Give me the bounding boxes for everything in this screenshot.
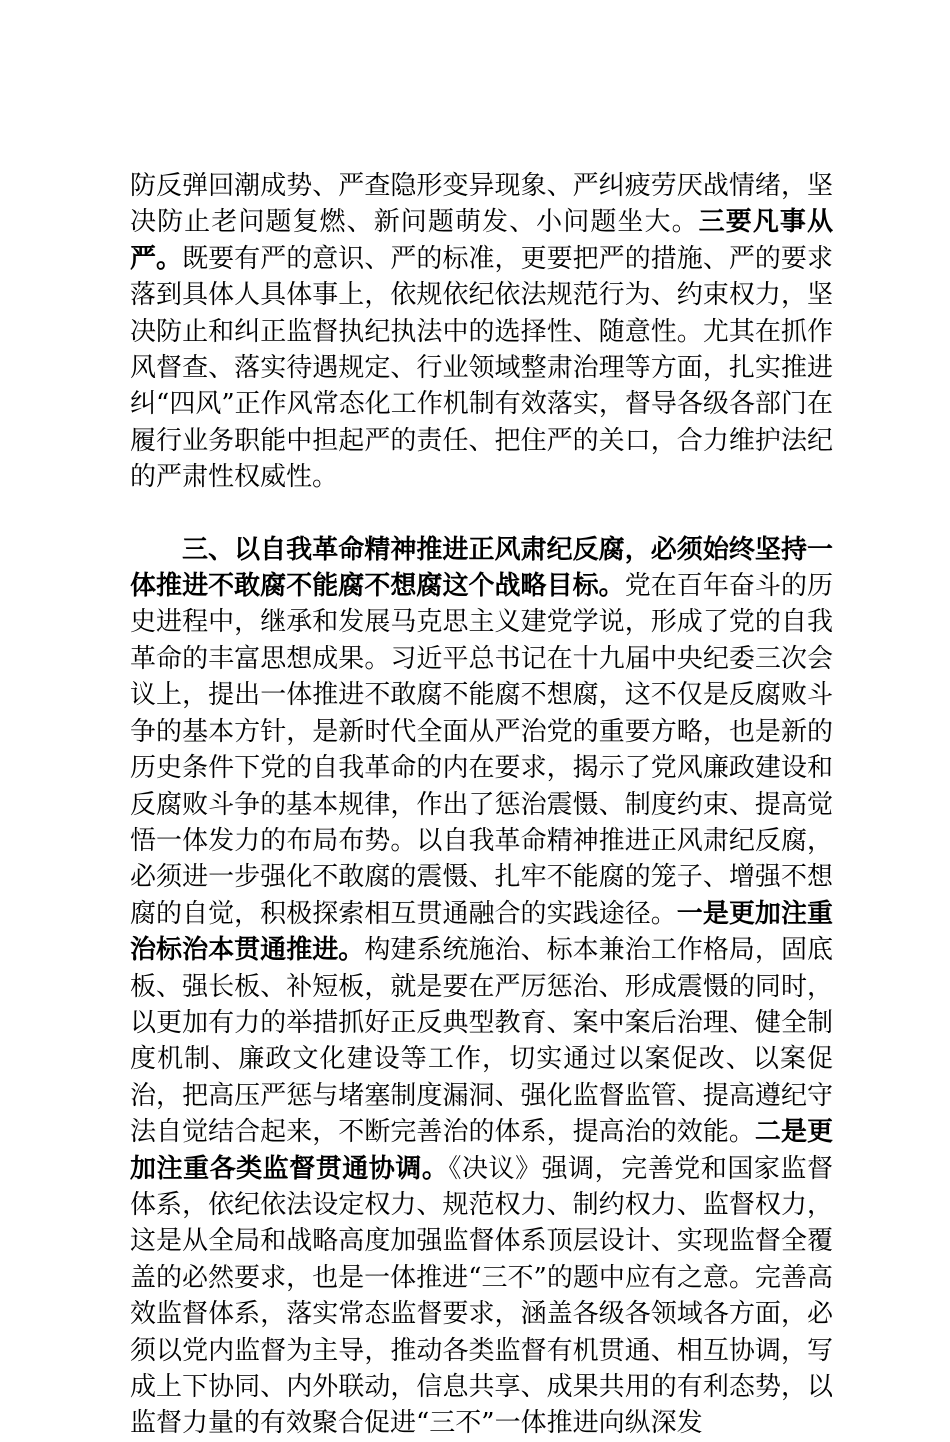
text-run: 防反弹回潮成势、严查隐形变异现象、严纠疲劳厌战情绪，坚决防止老问题复燃、新问题萌发、小问题坐大。 — [130, 171, 833, 238]
text-run: 既要有严的意识、严的标准，更要把严的措施、严的要求落到具体人具体事上，依规依纪依法规范行为、约束权力，坚决防止和纠正监督执纪执法中的选择性、随意性。尤其在抓作风督查、落实待遇规定、行业领域整肃治理等方面，扎实推进纠“四风”正作风常态化工作机制有效落实，督导各级各部门在履行业务职能中担起严的责任、把住严的关口，合力维护法纪的严肃性权威性。 — [130, 243, 833, 493]
text-run: 《决议》强调，完善党和国家监督体系，依纪依法设定权力、规范权力、制约权力、监督权力，这是从全局和战略高度加强监督体系顶层设计、实现监督全覆盖的必然要求，也是一体推进“三不”的题中应有之意。完善高效监督体系，落实常态监督要求，涵盖各级各领域各方面，必须以党内监督为主导，推动各类监督有机贯通、相互协调，写成上下协同、内外联动，信息共享、成果共用的有利态势，以监督力量的有效聚合促进“三不”一体推进向纵深发 — [130, 1153, 833, 1439]
bold-heading-run: 二是更加注重各类监督贯通协调。 — [130, 1117, 833, 1184]
text-run: 构建系统施治、标本兼治工作格局，固底板、强长板、补短板，就是要在严厉惩治、形成震慑的同时，以更加有力的举措抓好正反典型教育、案中案后治理、健全制度机制、廉政文化建设等工作，切实通过以案促改、以案促治，把高压严惩与堵塞制度漏洞、强化监督监管、提高遵纪守法自觉结合起来，不断完善治的体系，提高治的效能。 — [130, 935, 833, 1148]
section-heading-run: 三、以自我革命精神推进正风肃纪反腐，必须始终坚持一体推进不敢腐不能腐不想腐这个战略目标。 — [130, 534, 833, 602]
text-run: 党在百年奋斗的历史进程中，继承和发展马克思主义建党学说，形成了党的自我革命的丰富思想成果。习近平总书记在十九届中央纪委三次会议上，提出一体推进不敢腐不能腐不想腐，这不仅是反腐败斗争的基本方针，是新时代全面从严治党的重要方略，也是新的历史条件下党的自我革命的内在要求，揭示了党风廉政建设和反腐败斗争的基本规律，作出了惩治震慑、制度约束、提高觉悟一体发力的布局布势。以自我革命精神推进正风肃纪反腐，必须进一步强化不敢腐的震慑、扎牢不能腐的笼子、增强不想腐的自觉，积极探索相互贯通融合的实践途径。 — [130, 571, 833, 929]
paragraph-2 — [130, 532, 833, 1442]
bold-heading-run: 三要凡事从严。 — [130, 207, 833, 274]
paragraph-1 — [130, 168, 833, 496]
bold-heading-run: 一是更加注重治标治本贯通推进。 — [130, 898, 833, 966]
document-body — [130, 168, 833, 1442]
